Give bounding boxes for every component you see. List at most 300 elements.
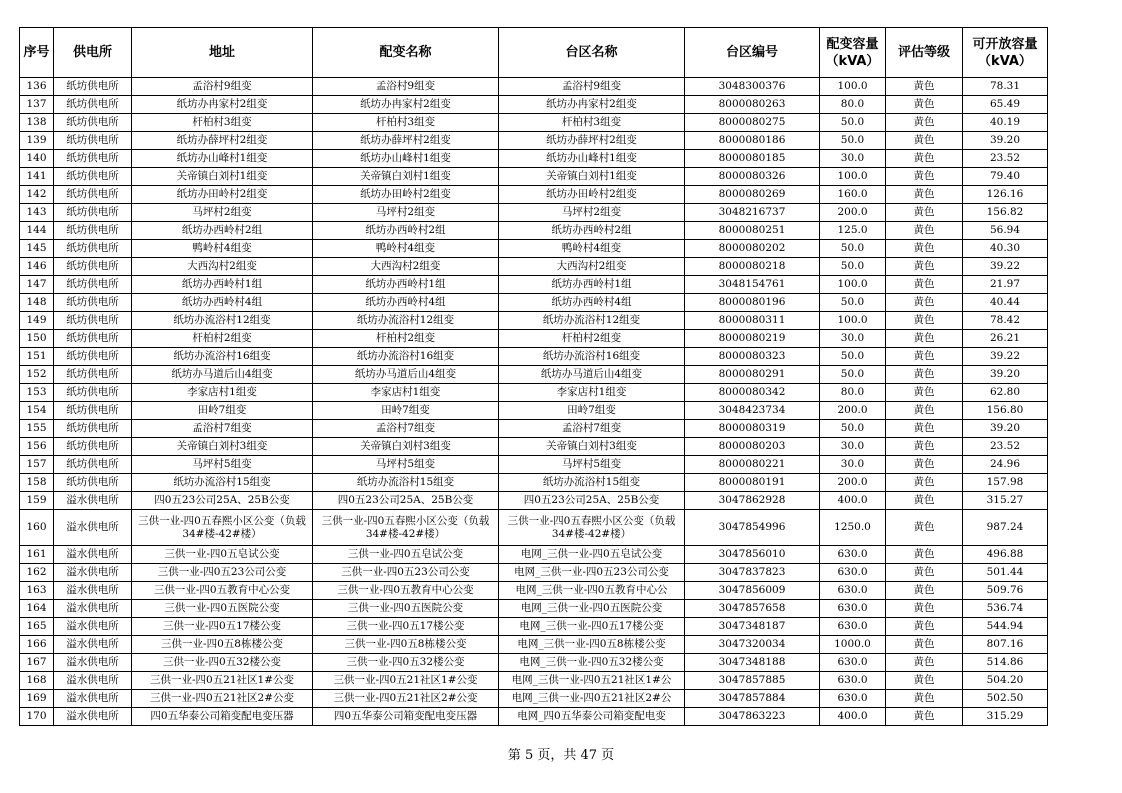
cell-index: 161 (20, 546, 54, 564)
table-row (20, 96, 1048, 114)
cell-index: 170 (20, 708, 54, 726)
cell-station: 纸坊供电所 (54, 204, 132, 222)
cell-station: 溢水供电所 (54, 690, 132, 708)
cell-station: 纸坊供电所 (54, 438, 132, 456)
cell-area-code: 8000080185 (685, 150, 820, 168)
cell-grade: 黄色 (886, 204, 963, 222)
table-row (20, 474, 1048, 492)
cell-grade: 黄色 (886, 618, 963, 636)
table-row (20, 636, 1048, 654)
cell-station: 纸坊供电所 (54, 384, 132, 402)
cell-capacity: 630.0 (820, 546, 886, 564)
table-row (20, 600, 1048, 618)
cell-address: 孟浴村9组变 (132, 78, 313, 96)
cell-capacity: 100.0 (820, 276, 886, 294)
cell-station: 溢水供电所 (54, 546, 132, 564)
cell-capacity: 30.0 (820, 150, 886, 168)
cell-capacity: 125.0 (820, 222, 886, 240)
cell-index: 149 (20, 312, 54, 330)
cell-capacity: 200.0 (820, 204, 886, 222)
cell-area-name: 纸坊办西岭村1组 (499, 276, 685, 294)
cell-open-capacity: 78.42 (963, 312, 1048, 330)
cell-capacity: 50.0 (820, 420, 886, 438)
cell-open-capacity: 56.94 (963, 222, 1048, 240)
cell-transformer-name: 大西沟村2组变 (313, 258, 499, 276)
cell-open-capacity: 39.20 (963, 420, 1048, 438)
cell-transformer-name: 三供一业-四0五23公司公变 (313, 564, 499, 582)
cell-index: 154 (20, 402, 54, 420)
col-header-address: 地址 (132, 28, 313, 78)
table-body (20, 78, 1048, 726)
cell-open-capacity: 23.52 (963, 150, 1048, 168)
cell-index: 152 (20, 366, 54, 384)
table-row (20, 132, 1048, 150)
col-header-open-capacity: 可开放容量 （kVA） (963, 28, 1048, 78)
cell-open-capacity: 21.97 (963, 276, 1048, 294)
cell-area-code: 3047854996 (685, 510, 820, 546)
cell-index: 162 (20, 564, 54, 582)
cell-address: 纸坊办流浴村16组变 (132, 348, 313, 366)
cell-area-name: 纸坊办冉家村2组变 (499, 96, 685, 114)
cell-capacity: 50.0 (820, 258, 886, 276)
capacity-table (19, 27, 1048, 726)
cell-area-code: 8000080251 (685, 222, 820, 240)
cell-area-code: 8000080203 (685, 438, 820, 456)
cell-index: 156 (20, 438, 54, 456)
col-header-area-name: 台区名称 (499, 28, 685, 78)
cell-open-capacity: 509.76 (963, 582, 1048, 600)
cell-address: 三供一业-四0五教育中心公变 (132, 582, 313, 600)
table-row (20, 114, 1048, 132)
cell-station: 纸坊供电所 (54, 132, 132, 150)
cell-area-name: 关帝镇白刘村1组变 (499, 168, 685, 186)
cell-area-code: 3047857658 (685, 600, 820, 618)
cell-area-name: 纸坊办西岭村2组 (499, 222, 685, 240)
cell-open-capacity: 78.31 (963, 78, 1048, 96)
cell-address: 纸坊办西岭村2组 (132, 222, 313, 240)
cell-address: 纸坊办流浴村15组变 (132, 474, 313, 492)
cell-address: 关帝镇白刘村3组变 (132, 438, 313, 456)
header-row (20, 28, 1048, 78)
cell-capacity: 630.0 (820, 672, 886, 690)
cell-station: 溢水供电所 (54, 600, 132, 618)
cell-area-name: 李家店村1组变 (499, 384, 685, 402)
cell-transformer-name: 三供一业-四0五8栋楼公变 (313, 636, 499, 654)
cell-open-capacity: 315.29 (963, 708, 1048, 726)
cell-transformer-name: 马坪村2组变 (313, 204, 499, 222)
cell-area-code: 3048423734 (685, 402, 820, 420)
table-row (20, 564, 1048, 582)
cell-transformer-name: 鸭岭村4组变 (313, 240, 499, 258)
cell-index: 159 (20, 492, 54, 510)
cell-area-name: 纸坊办流浴村15组变 (499, 474, 685, 492)
cell-area-code: 8000080196 (685, 294, 820, 312)
cell-area-code: 8000080202 (685, 240, 820, 258)
cell-station: 纸坊供电所 (54, 276, 132, 294)
cell-area-code: 3048300376 (685, 78, 820, 96)
cell-grade: 黄色 (886, 456, 963, 474)
table-row (20, 366, 1048, 384)
cell-transformer-name: 纸坊办山峰村1组变 (313, 150, 499, 168)
cell-address: 纸坊办西岭村4组 (132, 294, 313, 312)
cell-index: 147 (20, 276, 54, 294)
cell-transformer-name: 杆柏村3组变 (313, 114, 499, 132)
cell-transformer-name: 纸坊办流浴村15组变 (313, 474, 499, 492)
cell-area-name: 纸坊办薛坪村2组变 (499, 132, 685, 150)
table-row (20, 78, 1048, 96)
cell-station: 纸坊供电所 (54, 240, 132, 258)
cell-address: 纸坊办流浴村12组变 (132, 312, 313, 330)
table-row (20, 438, 1048, 456)
cell-index: 167 (20, 654, 54, 672)
cell-capacity: 50.0 (820, 294, 886, 312)
cell-area-code: 8000080221 (685, 456, 820, 474)
cell-transformer-name: 四0五23公司25A、25B公变 (313, 492, 499, 510)
cell-open-capacity: 23.52 (963, 438, 1048, 456)
cell-area-name: 马坪村5组变 (499, 456, 685, 474)
cell-open-capacity: 157.98 (963, 474, 1048, 492)
cell-area-name: 电网_四0五华泰公司箱变配电变 (499, 708, 685, 726)
cell-transformer-name: 三供一业-四0五教育中心公变 (313, 582, 499, 600)
cell-area-name: 电网_三供一业-四0五皂试公变 (499, 546, 685, 564)
table-row (20, 582, 1048, 600)
cell-area-code: 3047348188 (685, 654, 820, 672)
cell-area-name: 电网_三供一业-四0五医院公变 (499, 600, 685, 618)
cell-area-name: 电网_三供一业-四0五8栋楼公变 (499, 636, 685, 654)
cell-capacity: 50.0 (820, 114, 886, 132)
cell-station: 溢水供电所 (54, 582, 132, 600)
cell-capacity: 400.0 (820, 492, 886, 510)
cell-area-name: 纸坊办西岭村4组 (499, 294, 685, 312)
cell-open-capacity: 126.16 (963, 186, 1048, 204)
cell-capacity: 100.0 (820, 168, 886, 186)
cell-area-code: 8000080219 (685, 330, 820, 348)
cell-area-name: 纸坊办流浴村16组变 (499, 348, 685, 366)
cell-address: 纸坊办冉家村2组变 (132, 96, 313, 114)
cell-transformer-name: 纸坊办流浴村12组变 (313, 312, 499, 330)
table-row (20, 222, 1048, 240)
cell-area-code: 3047837823 (685, 564, 820, 582)
cell-open-capacity: 39.22 (963, 258, 1048, 276)
cell-area-name: 三供一业-四0五春熙小区公变（负载34#楼-42#楼） (499, 510, 685, 546)
table-row (20, 402, 1048, 420)
cell-open-capacity: 39.22 (963, 348, 1048, 366)
cell-capacity: 630.0 (820, 654, 886, 672)
cell-capacity: 100.0 (820, 78, 886, 96)
cell-index: 164 (20, 600, 54, 618)
cell-index: 142 (20, 186, 54, 204)
cell-area-code: 8000080311 (685, 312, 820, 330)
cell-capacity: 50.0 (820, 240, 886, 258)
cell-index: 143 (20, 204, 54, 222)
cell-grade: 黄色 (886, 366, 963, 384)
cell-area-name: 电网_三供一业-四0五23公司公变 (499, 564, 685, 582)
cell-grade: 黄色 (886, 222, 963, 240)
cell-address: 三供一业-四0五21社区1#公变 (132, 672, 313, 690)
cell-open-capacity: 24.96 (963, 456, 1048, 474)
cell-area-code: 8000080263 (685, 96, 820, 114)
cell-grade: 黄色 (886, 402, 963, 420)
cell-area-name: 田岭7组变 (499, 402, 685, 420)
table-row (20, 708, 1048, 726)
cell-station: 纸坊供电所 (54, 420, 132, 438)
cell-station: 纸坊供电所 (54, 96, 132, 114)
cell-area-code: 8000080191 (685, 474, 820, 492)
cell-transformer-name: 三供一业-四0五皂试公变 (313, 546, 499, 564)
cell-grade: 黄色 (886, 564, 963, 582)
cell-capacity: 630.0 (820, 690, 886, 708)
cell-index: 140 (20, 150, 54, 168)
cell-address: 关帝镇白刘村1组变 (132, 168, 313, 186)
cell-index: 150 (20, 330, 54, 348)
cell-grade: 黄色 (886, 312, 963, 330)
table-row (20, 240, 1048, 258)
cell-grade: 黄色 (886, 276, 963, 294)
cell-station: 纸坊供电所 (54, 294, 132, 312)
cell-area-name: 纸坊办马道后山4组变 (499, 366, 685, 384)
cell-grade: 黄色 (886, 96, 963, 114)
cell-grade: 黄色 (886, 636, 963, 654)
cell-area-code: 8000080291 (685, 366, 820, 384)
cell-grade: 黄色 (886, 546, 963, 564)
cell-station: 溢水供电所 (54, 492, 132, 510)
cell-open-capacity: 156.80 (963, 402, 1048, 420)
table-row (20, 348, 1048, 366)
cell-grade: 黄色 (886, 330, 963, 348)
cell-open-capacity: 40.19 (963, 114, 1048, 132)
cell-transformer-name: 纸坊办西岭村4组 (313, 294, 499, 312)
cell-index: 155 (20, 420, 54, 438)
cell-transformer-name: 马坪村5组变 (313, 456, 499, 474)
cell-area-name: 马坪村2组变 (499, 204, 685, 222)
cell-capacity: 80.0 (820, 96, 886, 114)
cell-grade: 黄色 (886, 582, 963, 600)
cell-index: 157 (20, 456, 54, 474)
cell-area-code: 3047863223 (685, 708, 820, 726)
table-row (20, 204, 1048, 222)
cell-index: 141 (20, 168, 54, 186)
cell-transformer-name: 杆柏村2组变 (313, 330, 499, 348)
table-row (20, 546, 1048, 564)
cell-index: 166 (20, 636, 54, 654)
cell-open-capacity: 39.20 (963, 132, 1048, 150)
cell-index: 138 (20, 114, 54, 132)
cell-index: 151 (20, 348, 54, 366)
cell-capacity: 50.0 (820, 366, 886, 384)
cell-area-name: 关帝镇白刘村3组变 (499, 438, 685, 456)
cell-station: 纸坊供电所 (54, 168, 132, 186)
cell-grade: 黄色 (886, 492, 963, 510)
cell-transformer-name: 三供一业-四0五21社区1#公变 (313, 672, 499, 690)
table-row (20, 150, 1048, 168)
cell-transformer-name: 三供一业-四0五32楼公变 (313, 654, 499, 672)
col-header-station: 供电所 (54, 28, 132, 78)
cell-capacity: 630.0 (820, 618, 886, 636)
cell-area-code: 8000080342 (685, 384, 820, 402)
cell-area-name: 孟浴村9组变 (499, 78, 685, 96)
cell-address: 杆柏村3组变 (132, 114, 313, 132)
cell-station: 纸坊供电所 (54, 78, 132, 96)
cell-index: 137 (20, 96, 54, 114)
cell-area-code: 8000080323 (685, 348, 820, 366)
page-footer: 第 5 页，共 47 页 (507, 748, 615, 763)
cell-grade: 黄色 (886, 114, 963, 132)
cell-open-capacity: 807.16 (963, 636, 1048, 654)
cell-grade: 黄色 (886, 240, 963, 258)
cell-area-code: 3047862928 (685, 492, 820, 510)
cell-station: 纸坊供电所 (54, 258, 132, 276)
cell-index: 145 (20, 240, 54, 258)
cell-transformer-name: 三供一业-四0五春熙小区公变（负载34#楼-42#楼） (313, 510, 499, 546)
cell-address: 纸坊办西岭村1组 (132, 276, 313, 294)
cell-area-name: 纸坊办流浴村12组变 (499, 312, 685, 330)
cell-address: 三供一业-四0五21社区2#公变 (132, 690, 313, 708)
cell-open-capacity: 501.44 (963, 564, 1048, 582)
cell-address: 田岭7组变 (132, 402, 313, 420)
cell-transformer-name: 纸坊办薛坪村2组变 (313, 132, 499, 150)
cell-area-code: 8000080218 (685, 258, 820, 276)
cell-grade: 黄色 (886, 438, 963, 456)
col-header-grade: 评估等级 (886, 28, 963, 78)
cell-grade: 黄色 (886, 708, 963, 726)
cell-transformer-name: 纸坊办马道后山4组变 (313, 366, 499, 384)
cell-capacity: 630.0 (820, 582, 886, 600)
cell-address: 纸坊办山峰村1组变 (132, 150, 313, 168)
cell-capacity: 630.0 (820, 600, 886, 618)
cell-station: 纸坊供电所 (54, 222, 132, 240)
table-row (20, 672, 1048, 690)
cell-address: 三供一业-四0五春熙小区公变（负载34#楼-42#楼） (132, 510, 313, 546)
col-header-area-code: 台区编号 (685, 28, 820, 78)
cell-open-capacity: 502.50 (963, 690, 1048, 708)
cell-open-capacity: 315.27 (963, 492, 1048, 510)
cell-open-capacity: 987.24 (963, 510, 1048, 546)
table-row (20, 456, 1048, 474)
table-row (20, 168, 1048, 186)
table-row (20, 330, 1048, 348)
cell-area-name: 纸坊办田岭村2组变 (499, 186, 685, 204)
cell-station: 纸坊供电所 (54, 456, 132, 474)
cell-index: 144 (20, 222, 54, 240)
cell-grade: 黄色 (886, 384, 963, 402)
cell-area-name: 电网_三供一业-四0五32楼公变 (499, 654, 685, 672)
cell-address: 李家店村1组变 (132, 384, 313, 402)
cell-transformer-name: 四0五华泰公司箱变配电变压器 (313, 708, 499, 726)
cell-grade: 黄色 (886, 78, 963, 96)
cell-area-code: 8000080326 (685, 168, 820, 186)
cell-station: 溢水供电所 (54, 618, 132, 636)
cell-capacity: 630.0 (820, 564, 886, 582)
cell-address: 三供一业-四0五23公司公变 (132, 564, 313, 582)
cell-station: 纸坊供电所 (54, 474, 132, 492)
cell-index: 153 (20, 384, 54, 402)
cell-transformer-name: 李家店村1组变 (313, 384, 499, 402)
cell-area-code: 3047320034 (685, 636, 820, 654)
cell-area-code: 3047856009 (685, 582, 820, 600)
col-header-capacity: 配变容量 （kVA） (820, 28, 886, 78)
cell-index: 139 (20, 132, 54, 150)
cell-index: 163 (20, 582, 54, 600)
cell-transformer-name: 纸坊办流浴村16组变 (313, 348, 499, 366)
cell-station: 纸坊供电所 (54, 348, 132, 366)
cell-station: 溢水供电所 (54, 564, 132, 582)
cell-transformer-name: 纸坊办冉家村2组变 (313, 96, 499, 114)
cell-area-name: 电网_三供一业-四0五17楼公变 (499, 618, 685, 636)
cell-index: 169 (20, 690, 54, 708)
cell-open-capacity: 26.21 (963, 330, 1048, 348)
cell-area-code: 3048154761 (685, 276, 820, 294)
cell-address: 三供一业-四0五8栋楼公变 (132, 636, 313, 654)
cell-address: 纸坊办田岭村2组变 (132, 186, 313, 204)
cell-index: 168 (20, 672, 54, 690)
cell-capacity: 200.0 (820, 474, 886, 492)
cell-address: 杆柏村2组变 (132, 330, 313, 348)
cell-station: 纸坊供电所 (54, 114, 132, 132)
cell-capacity: 50.0 (820, 132, 886, 150)
cell-index: 158 (20, 474, 54, 492)
cell-capacity: 1000.0 (820, 636, 886, 654)
cell-open-capacity: 65.49 (963, 96, 1048, 114)
cell-index: 148 (20, 294, 54, 312)
cell-grade: 黄色 (886, 132, 963, 150)
table-header (20, 28, 1048, 78)
cell-grade: 黄色 (886, 690, 963, 708)
cell-station: 纸坊供电所 (54, 186, 132, 204)
cell-index: 165 (20, 618, 54, 636)
cell-capacity: 100.0 (820, 312, 886, 330)
cell-grade: 黄色 (886, 258, 963, 276)
cell-address: 鸭岭村4组变 (132, 240, 313, 258)
cell-capacity: 50.0 (820, 348, 886, 366)
cell-transformer-name: 孟浴村7组变 (313, 420, 499, 438)
cell-area-name: 大西沟村2组变 (499, 258, 685, 276)
cell-area-name: 杆柏村2组变 (499, 330, 685, 348)
cell-area-name: 杆柏村3组变 (499, 114, 685, 132)
cell-address: 三供一业-四0五32楼公变 (132, 654, 313, 672)
cell-address: 三供一业-四0五皂试公变 (132, 546, 313, 564)
cell-address: 马坪村2组变 (132, 204, 313, 222)
cell-open-capacity: 156.82 (963, 204, 1048, 222)
cell-capacity: 30.0 (820, 438, 886, 456)
cell-open-capacity: 40.30 (963, 240, 1048, 258)
cell-address: 纸坊办薛坪村2组变 (132, 132, 313, 150)
cell-capacity: 1250.0 (820, 510, 886, 546)
cell-transformer-name: 孟浴村9组变 (313, 78, 499, 96)
cell-station: 溢水供电所 (54, 636, 132, 654)
cell-grade: 黄色 (886, 672, 963, 690)
cell-address: 三供一业-四0五医院公变 (132, 600, 313, 618)
cell-area-name: 电网_三供一业-四0五教育中心公 (499, 582, 685, 600)
cell-open-capacity: 514.86 (963, 654, 1048, 672)
cell-area-code: 3047857885 (685, 672, 820, 690)
cell-open-capacity: 536.74 (963, 600, 1048, 618)
table-row (20, 294, 1048, 312)
cell-area-name: 鸭岭村4组变 (499, 240, 685, 258)
table-row (20, 384, 1048, 402)
cell-area-name: 电网_三供一业-四0五21社区1#公 (499, 672, 685, 690)
table-row (20, 186, 1048, 204)
cell-area-code: 3047348187 (685, 618, 820, 636)
cell-station: 纸坊供电所 (54, 402, 132, 420)
cell-capacity: 160.0 (820, 186, 886, 204)
cell-area-name: 孟浴村7组变 (499, 420, 685, 438)
table-row (20, 690, 1048, 708)
cell-address: 马坪村5组变 (132, 456, 313, 474)
cell-address: 四0五华泰公司箱变配电变压器 (132, 708, 313, 726)
cell-area-name: 四0五23公司25A、25B公变 (499, 492, 685, 510)
cell-grade: 黄色 (886, 294, 963, 312)
table-row (20, 654, 1048, 672)
